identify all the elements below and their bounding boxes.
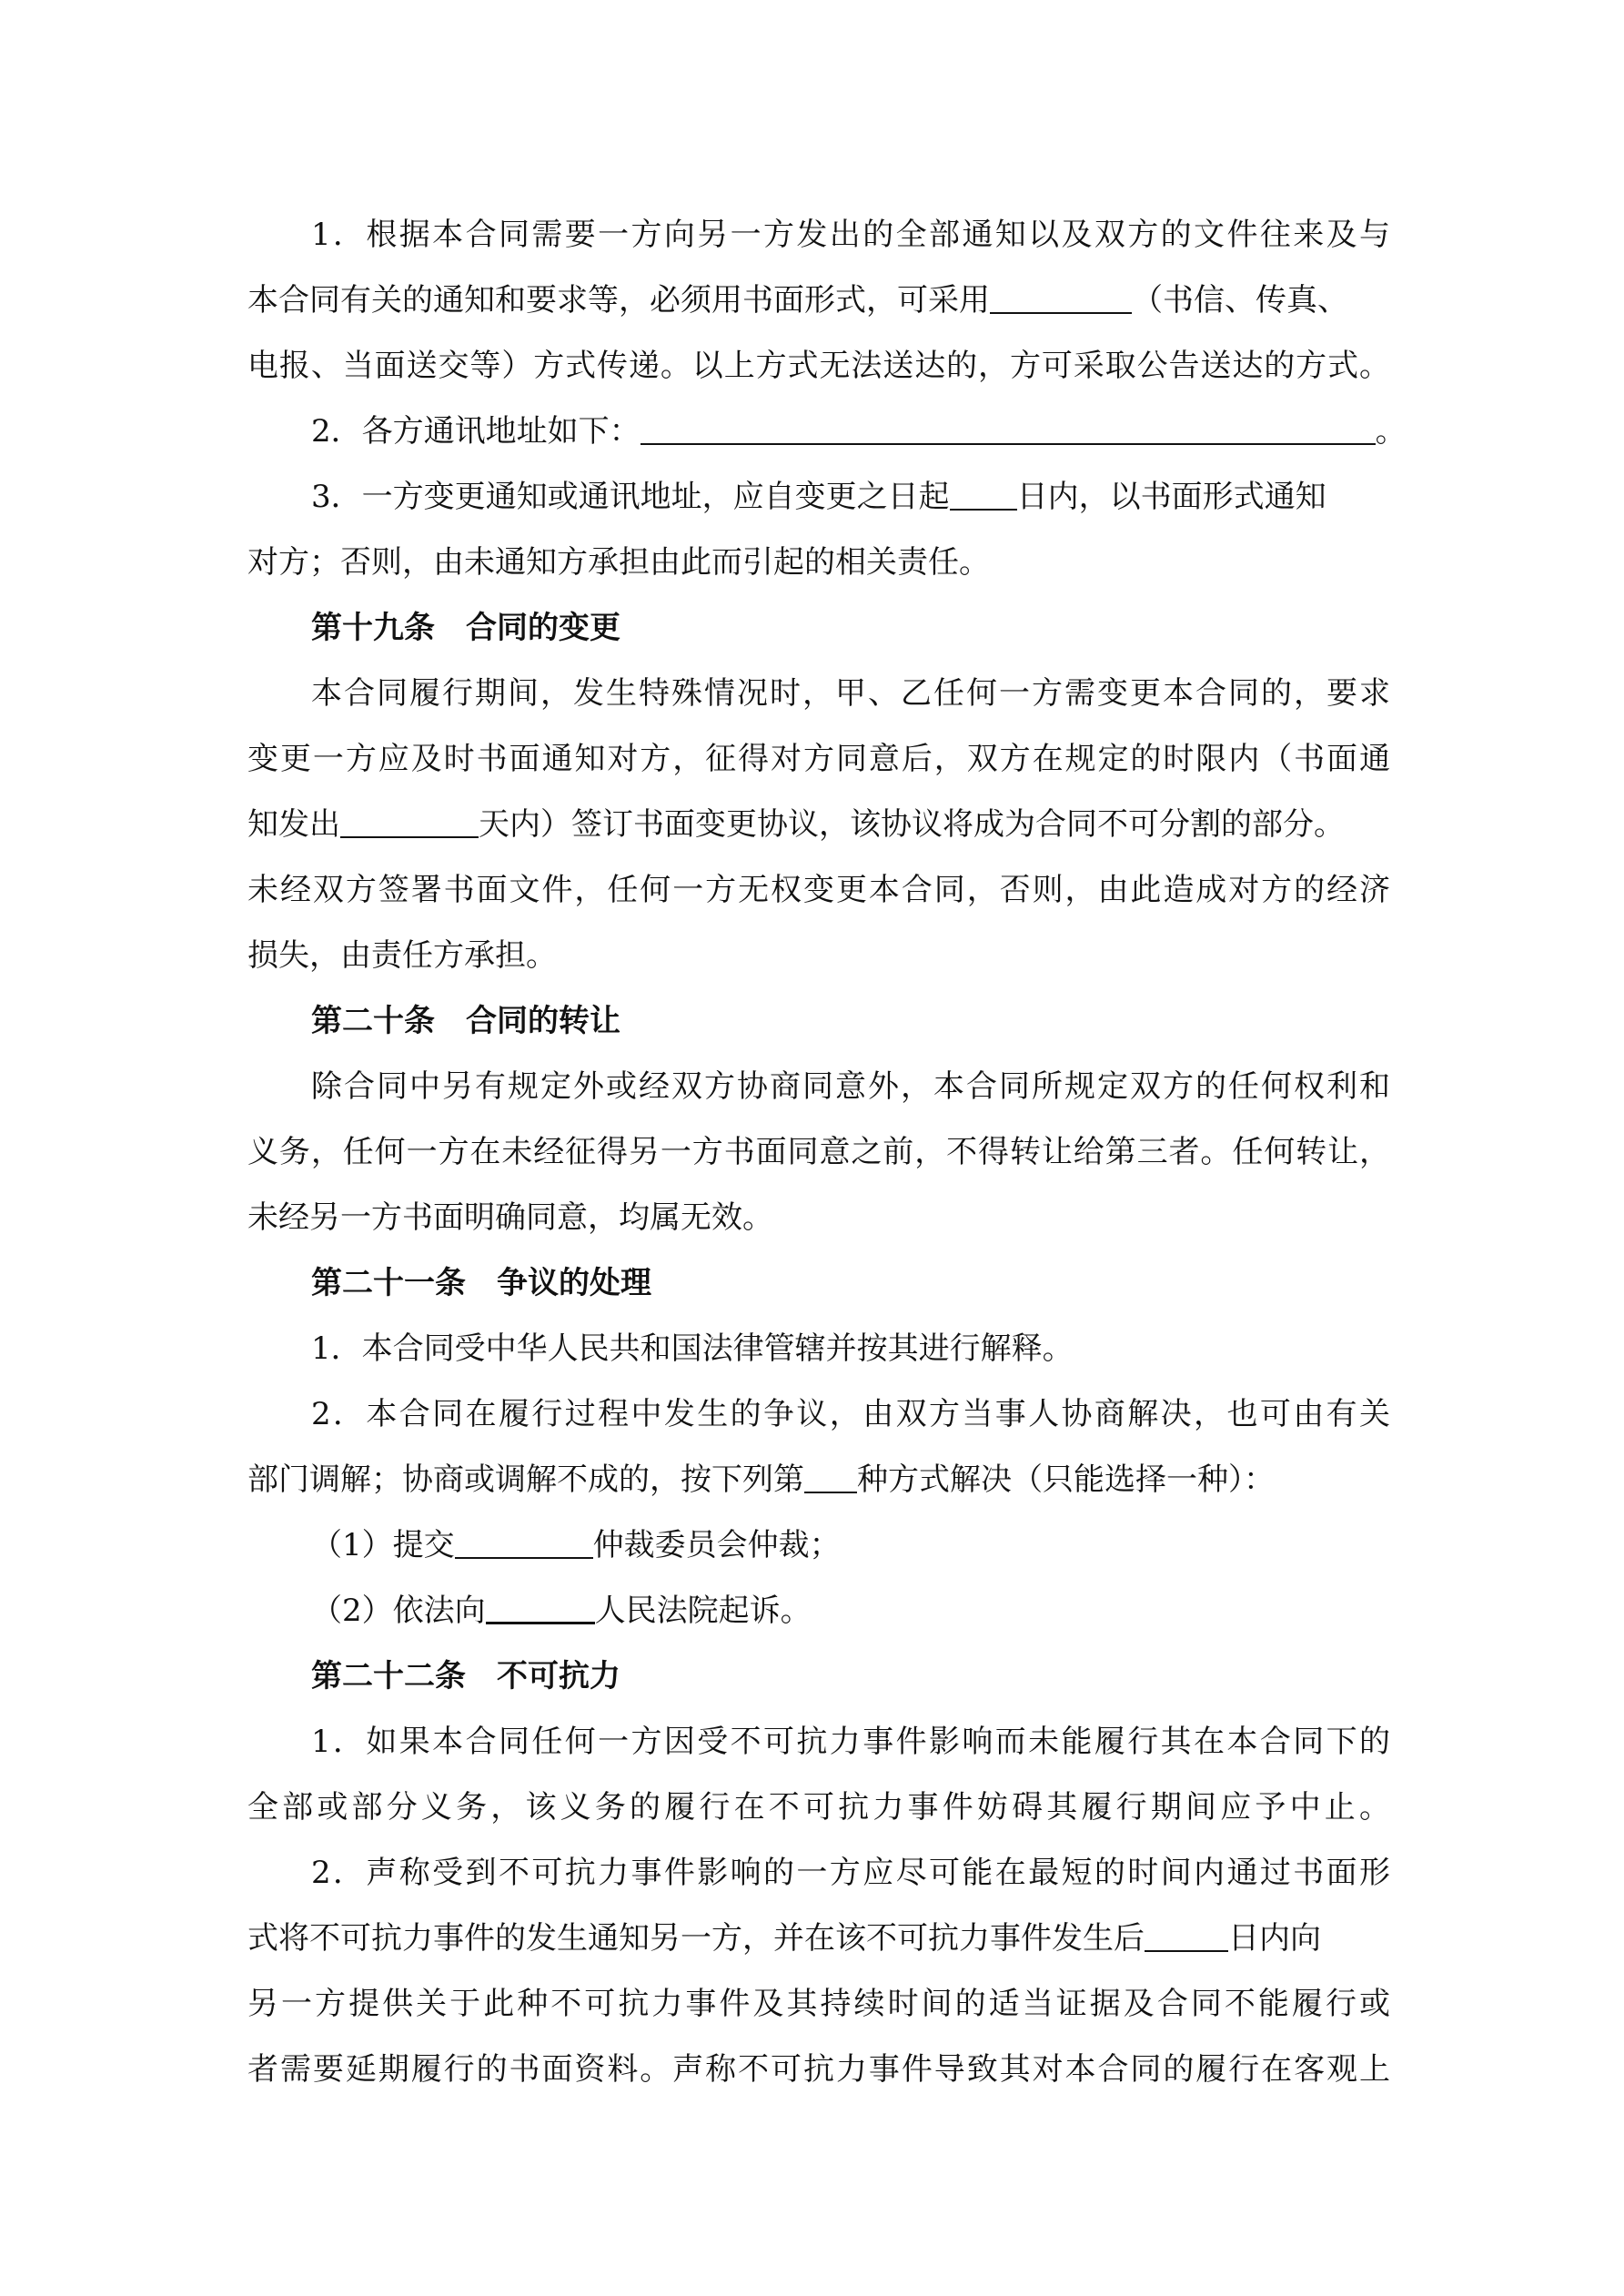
text-article-22-clause-2: 2．声称受到不可抗力事件影响的一方应尽可能在最短的时间内通过书面形: [311, 1855, 1390, 1891]
paragraph-line: [247, 1906, 1390, 1971]
text-article-22-clause-1-end: 全部或部分义务，该义务的履行在不可抗力事件妨碍其履行期间应予中止。: [247, 1789, 1390, 1826]
text-option-1: （1）提交: [311, 1527, 455, 1563]
paragraph-line: [247, 530, 1390, 595]
paragraph-line: [247, 464, 1390, 530]
text-article-19-cont: 变更一方应及时书面通知对方，征得对方同意后，双方在规定的时限内（书面通: [247, 741, 1390, 777]
paragraph-line: [247, 857, 1390, 923]
text-article-20-end: 未经另一方书面明确同意，均属无效。: [247, 1199, 773, 1236]
text-article-21-clause-1: 1．本合同受中华人民共和国法律管辖并按其进行解释。: [311, 1330, 1074, 1367]
text-article-22-clause-2-days: 日内向: [1228, 1920, 1321, 1957]
paragraph-line: [247, 1840, 1390, 1906]
text-article-19: 本合同履行期间，发生特殊情况时，甲、乙任何一方需变更本合同的，要求: [311, 675, 1390, 712]
text-notice-clause-1: 1．根据本合同需要一方向另一方发出的全部通知以及双方的文件往来及与: [311, 217, 1390, 253]
blank-field-days: [340, 809, 479, 838]
text-article-19-notice: 知发出: [247, 806, 340, 843]
paragraph-line: [247, 1709, 1390, 1775]
article-21-heading: 第二十一条 争议的处理: [311, 1265, 651, 1301]
text-notice-clause-1-end: 电报、当面送交等）方式传递。以上方式无法送达的，方可采取公告送达的方式。: [247, 348, 1390, 384]
paragraph-line: [247, 1119, 1390, 1185]
text-address-change-clause: 3．一方变更通知或通讯地址，应自变更之日起: [311, 479, 950, 515]
text-article-21-options: 种方式解决（只能选择一种）：: [857, 1462, 1275, 1498]
paragraph-line: [247, 1381, 1390, 1447]
text-article-22-clause-2-cont: 式将不可抗力事件的发生通知另一方，并在该不可抗力事件发生后: [247, 1920, 1145, 1957]
text-address-clause: 2．各方通讯地址如下：: [311, 413, 641, 450]
paragraph-line: [247, 399, 1407, 464]
document-page: [247, 202, 1407, 2102]
paragraph-line: [247, 1316, 1390, 1381]
text-period: 。: [1375, 413, 1407, 450]
paragraph-line: [247, 661, 1390, 726]
paragraph-line: [247, 2037, 1390, 2102]
text-article-20: 除合同中另有规定外或经双方协商同意外，本合同所规定双方的任何权利和: [311, 1068, 1390, 1105]
paragraph-line: [247, 923, 1390, 988]
blank-field-delivery-method: [990, 285, 1132, 314]
text-article-21-clause-2-cont: 部门调解；协商或调解不成的，按下列第: [247, 1462, 804, 1498]
paragraph-line: [247, 1971, 1390, 2037]
text-address-change-clause-end: 对方；否则，由未通知方承担由此而引起的相关责任。: [247, 544, 990, 581]
paragraph-line: [247, 268, 1390, 333]
paragraph-line: [247, 726, 1390, 792]
paragraph-line: [247, 1775, 1390, 1840]
text-article-19-cont2: 未经双方签署书面文件，任何一方无权变更本合同，否则，由此造成对方的经济: [247, 872, 1390, 908]
paragraph-line: [247, 1054, 1390, 1119]
paragraph-line: [247, 1185, 1390, 1250]
text-option-2-end: 人民法院起诉。: [594, 1593, 812, 1629]
text-address-change-clause-cont: 日内，以书面形式通知: [1016, 479, 1326, 515]
text-option-2: （2）依法向: [311, 1593, 486, 1629]
blank-field-days: [950, 481, 1017, 511]
blank-field-days: [1145, 1923, 1228, 1952]
text-option-1-end: 仲裁委员会仲裁；: [592, 1527, 841, 1563]
paragraph-line: [247, 1447, 1390, 1512]
text-notice-methods: （书信、传真、: [1132, 282, 1348, 319]
blank-field-option-number: [804, 1464, 857, 1493]
paragraph-line: [247, 1512, 1390, 1578]
text-article-20-cont: 义务，任何一方在未经征得另一方书面同意之前，不得转让给第三者。任何转让，: [247, 1134, 1390, 1170]
blank-field-court: [486, 1594, 595, 1624]
paragraph-line: [247, 333, 1390, 399]
text-article-22-clause-2-cont2: 另一方提供关于此种不可抗力事件及其持续时间的适当证据及合同不能履行或: [247, 1986, 1390, 2022]
article-19-heading: 第十九条 合同的变更: [311, 610, 620, 646]
text-article-19-agreement: 天内）签订书面变更协议，该协议将成为合同不可分割的部分。: [479, 806, 1345, 843]
blank-field-address: [641, 416, 1376, 445]
article-22-heading: 第二十二条 不可抗力: [311, 1658, 620, 1694]
text-article-22-clause-2-cont3: 者需要延期履行的书面资料。声称不可抗力事件导致其对本合同的履行在客观上: [247, 2051, 1390, 2088]
blank-field-arbitration: [455, 1530, 593, 1559]
text-notice-clause-1-cont: 本合同有关的通知和要求等，必须用书面形式，可采用: [247, 282, 990, 319]
text-article-21-clause-2: 2．本合同在履行过程中发生的争议，由双方当事人协商解决，也可由有关: [311, 1396, 1390, 1432]
paragraph-line: [247, 792, 1390, 857]
article-20-heading: 第二十条 合同的转让: [311, 1003, 620, 1039]
paragraph-line: [247, 1578, 1390, 1644]
text-article-22-clause-1: 1．如果本合同任何一方因受不可抗力事件影响而未能履行其在本合同下的: [311, 1724, 1390, 1760]
paragraph-line: [247, 202, 1390, 268]
text-article-19-end: 损失，由责任方承担。: [247, 937, 557, 974]
